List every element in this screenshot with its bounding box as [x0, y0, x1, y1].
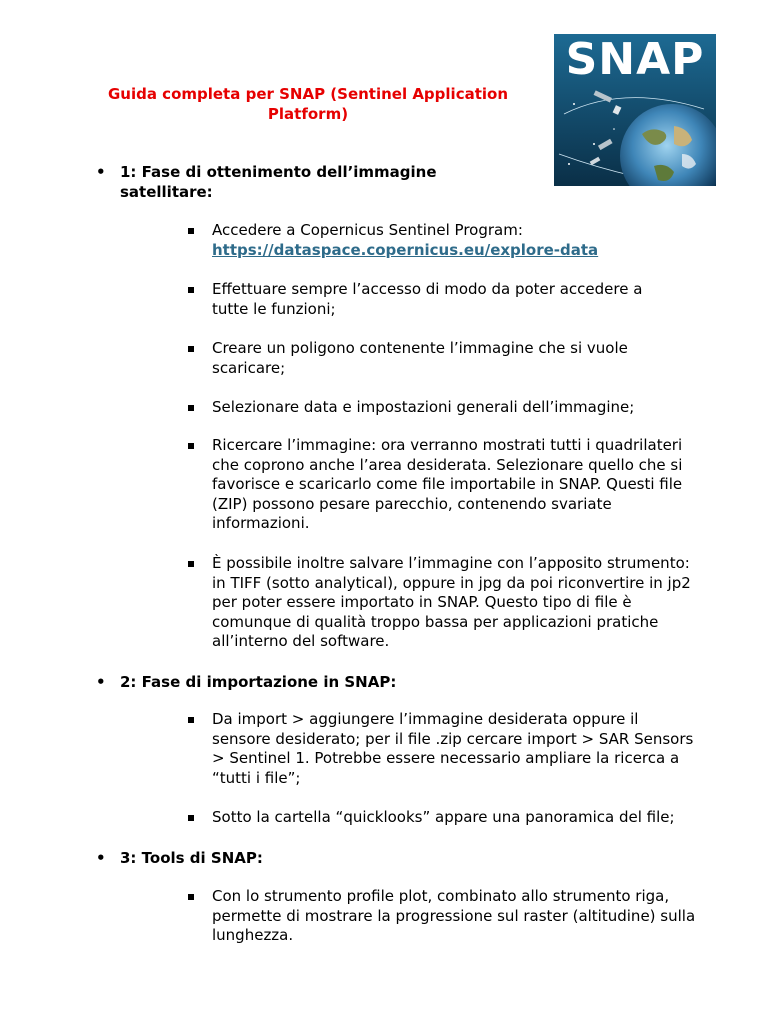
section-heading-3: • 3: Tools di SNAP:	[96, 849, 263, 867]
list-item: Da import > aggiungere l’immagine desiderata oppure il sensore desiderato; per il file .zip cercare import > SAR Sensors > Sentinel 1. Potrebbe essere necessario ampliare la ricerca a “tutti i file”;	[188, 710, 698, 788]
bullet-icon: •	[96, 163, 106, 181]
square-bullet-icon	[188, 561, 194, 567]
logo-text: SNAP	[565, 34, 705, 85]
square-bullet-icon	[188, 443, 194, 449]
square-bullet-icon	[188, 815, 194, 821]
list-item: Effettuare sempre l’accesso di modo da poter accedere a tutte le funzioni;	[188, 280, 698, 319]
snap-logo	[554, 34, 716, 186]
square-bullet-icon	[188, 894, 194, 900]
square-bullet-icon	[188, 717, 194, 723]
list-item: Ricercare l’immagine: ora verranno mostrati tutti i quadrilateri che coprono anche l’area desiderata. Selezionare quello che si favorisce e scaricarlo come file importabile in SNAP. Questi file (ZIP) possono pesare parecchio, contenendo svariate informazioni.	[188, 436, 698, 534]
copernicus-link[interactable]: https://dataspace.copernicus.eu/explore-data	[212, 240, 599, 259]
section-heading-2: • 2: Fase di importazione in SNAP:	[96, 673, 397, 691]
list-item: Con lo strumento profile plot, combinato allo strumento riga, permette di mostrare la progressione sul raster (altitudine) sulla lunghezza.	[188, 887, 698, 946]
square-bullet-icon	[188, 228, 194, 234]
list-item: Creare un poligono contenente l’immagine che si vuole scaricare;	[188, 339, 698, 378]
document-title: Guida completa per SNAP (Sentinel Application Platform)	[107, 85, 509, 123]
bullet-icon: •	[96, 673, 106, 691]
list-item: È possibile inoltre salvare l’immagine con l’apposito strumento: in TIFF (sotto analytical), oppure in jpg da poi riconvertire in jp2 per poter essere importato in SNAP. Questo tipo di file è comunque di qualità troppo bassa per applicazioni pratiche all’interno del software.	[188, 554, 698, 652]
square-bullet-icon	[188, 405, 194, 411]
square-bullet-icon	[188, 287, 194, 293]
bullet-icon: •	[96, 849, 106, 867]
list-item: Accedere a Copernicus Sentinel Program: https://dataspace.copernicus.eu/explore-data	[188, 221, 698, 260]
square-bullet-icon	[188, 346, 194, 352]
list-item: Sotto la cartella “quicklooks” appare una panoramica del file;	[188, 808, 698, 828]
list-item: Selezionare data e impostazioni generali dell’immagine;	[188, 398, 698, 418]
section-heading-1: • 1: Fase di ottenimento dell’immagine satellitare:	[96, 163, 437, 201]
